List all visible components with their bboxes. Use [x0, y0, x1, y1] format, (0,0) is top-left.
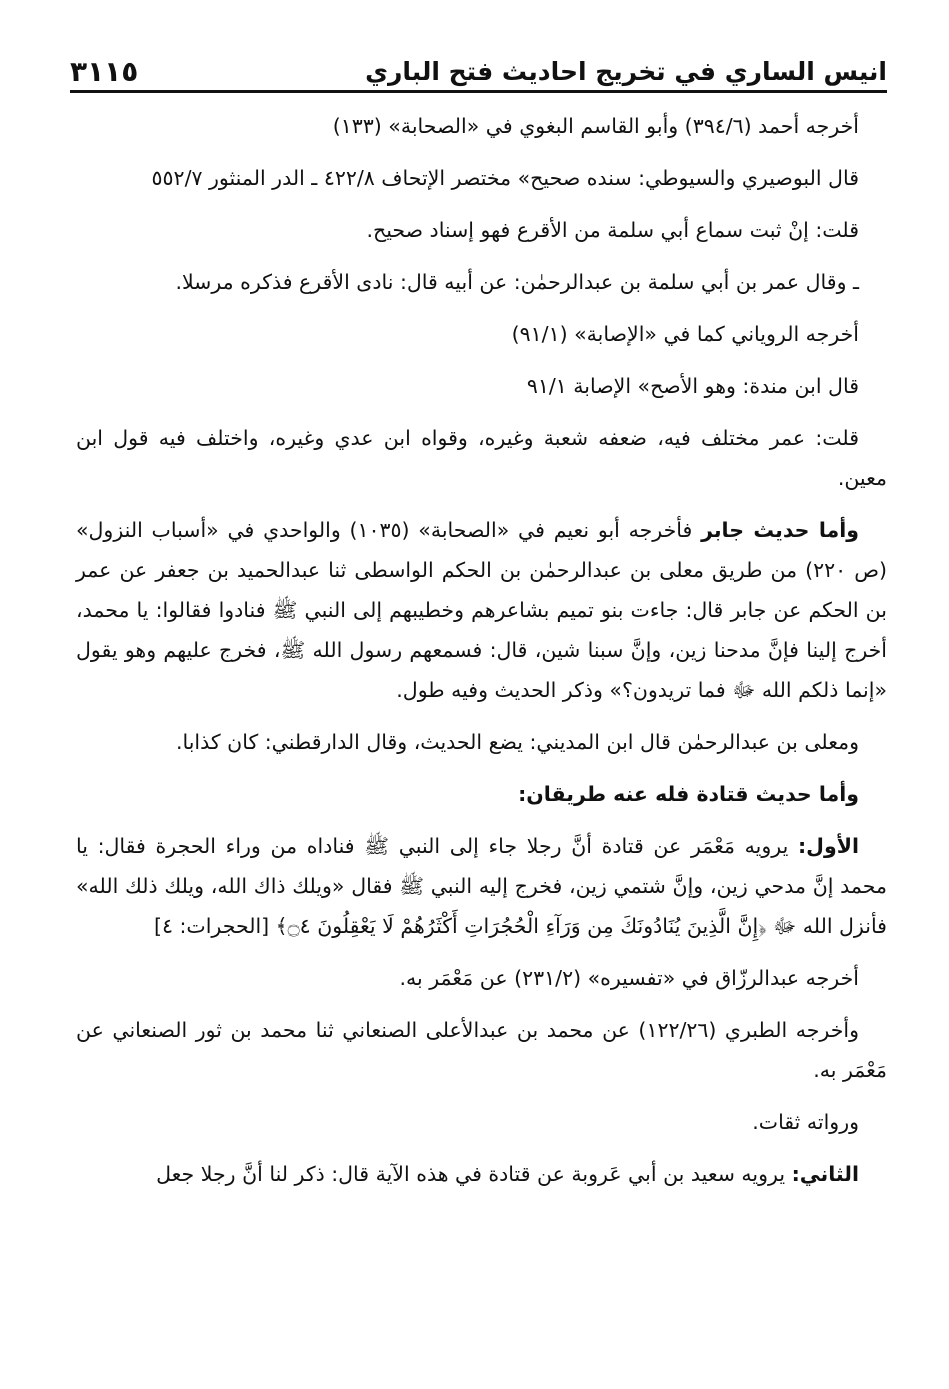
paragraph: ورواته ثقات.: [752, 1110, 859, 1134]
paragraph: الأول: يرويه مَعْمَر عن قتادة أنَّ رجلا جاء إلى النبي ﷺ فناداه من وراء الحجرة فقال: يا محمد إنَّ مدحي زين، وإنَّ شتمي زين، فخرج إليه النبي ﷺ فقال «ويلك ذاك الله، ويلك ذلك الله» فأنزل الله ﷻ ﴿إِنَّ الَّذِينَ يُنَادُونَكَ مِن وَرَآءِ الْحُجُرَاتِ أَكْثَرُهُمْ لَا يَعْقِلُونَ ۝٤﴾ [الحجرات: ٤]: [76, 834, 887, 938]
paragraph: قال البوصيري والسيوطي: سنده صحيح» مختصر الإتحاف ٤٢٢/٨ ـ الدر المنثور ٥٥٢/٧: [151, 166, 859, 190]
paragraph: ومعلى بن عبدالرحمٰن قال ابن المديني: يضع الحديث، وقال الدارقطني: كان كذابا.: [175, 730, 859, 754]
paragraph: أخرجه أحمد (٣٩٤/٦) وأبو القاسم البغوي في «الصحابة» (١٣٣): [332, 114, 859, 138]
paragraph: قلت: عمر مختلف فيه، ضعفه شعبة وغيره، وقواه ابن عدي وغيره، واختلف فيه قول ابن معين.: [76, 426, 887, 490]
paragraph-lead: الأول:: [797, 834, 859, 858]
paragraph: وأخرجه الطبري (١٢٢/٢٦) عن محمد بن عبدالأعلى الصنعاني ثنا محمد بن ثور الصنعاني عن مَعْمَر به.: [76, 1018, 887, 1082]
paragraph: الثاني: يرويه سعيد بن أبي عَروبة عن قتادة في هذه الآية قال: ذكر لنا أنَّ رجلا جعل: [156, 1162, 859, 1186]
paragraph-lead: وأما حديث جابر: [701, 518, 859, 542]
paragraph: وأما حديث جابر فأخرجه أبو نعيم في «الصحابة» (١٠٣٥) والواحدي في «أسباب النزول» (ص ٢٢٠) من طريق معلى بن عبدالرحمٰن بن الحكم الواسطى ثنا عبدالحميد بن جعفر عن عمر بن الحكم عن جابر قال: جاءت بنو تميم بشاعرهم وخطيبهم إلى النبي ﷺ فنادوا فقالوا: يا محمد، أخرج إلينا فإنَّ مدحنا زين، وإنَّ سبنا شين، قال: فسمعهم رسول الله ﷺ، فخرج عليهم وهو يقول «إنما ذلكم الله ﷻ فما تريدون؟» وذكر الحديث وفيه طول.: [76, 518, 887, 702]
paragraph: ـ وقال عمر بن أبي سلمة بن عبدالرحمٰن: عن أبيه قال: نادى الأقرع فذكره مرسلا.: [175, 270, 859, 294]
paragraph: أخرجه الروياني كما في «الإصابة» (٩١/١): [511, 322, 859, 346]
section-heading: وأما حديث قتادة فله عنه طريقان:: [518, 782, 859, 806]
paragraph: قال ابن مندة: وهو الأصح» الإصابة ٩١/١: [526, 374, 859, 398]
paragraph: أخرجه عبدالرزّاق في «تفسيره» (٢٣١/٢) عن مَعْمَر به.: [399, 966, 859, 990]
page-header: [70, 44, 887, 93]
page-number: ٣١١٥: [70, 55, 139, 88]
body-text: [76, 106, 887, 1206]
paragraph-lead: الثاني:: [791, 1162, 859, 1186]
book-title: انيس الساري في تخريج احاديث فتح الباري: [365, 57, 887, 86]
paragraph: قلت: إنْ ثبت سماع أبي سلمة من الأقرع فهو إسناد صحيح.: [366, 218, 859, 242]
